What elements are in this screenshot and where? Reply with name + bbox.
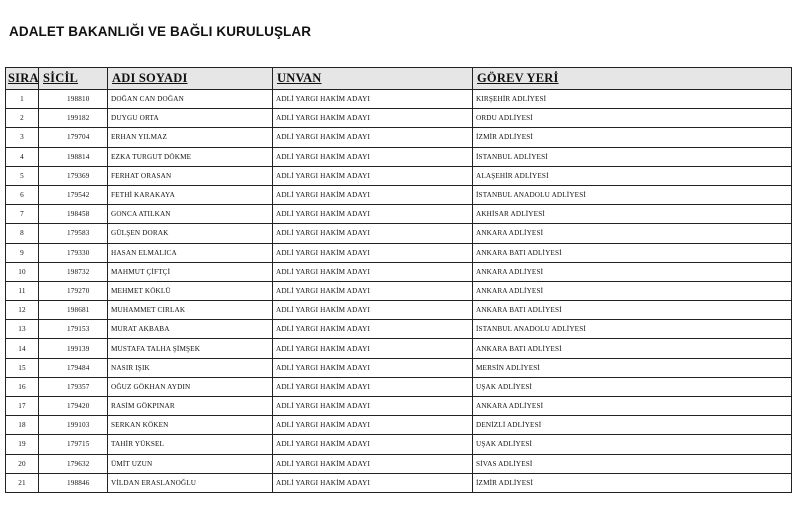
cell-unvan: ADLİ YARGI HAKİM ADAYI <box>273 147 473 166</box>
cell-sira: 2 <box>6 109 39 128</box>
cell-adi-soyadi: MUSTAFA TALHA ŞİMŞEK <box>108 339 273 358</box>
table-row <box>6 147 792 166</box>
cell-sira: 15 <box>6 358 39 377</box>
cell-sicil: 179420 <box>39 397 108 416</box>
table-row <box>6 397 792 416</box>
cell-adi-soyadi: MAHMUT ÇİFTÇİ <box>108 262 273 281</box>
cell-sicil: 199182 <box>39 109 108 128</box>
cell-unvan: ADLİ YARGI HAKİM ADAYI <box>273 339 473 358</box>
cell-gorev-yeri: ANKARA ADLİYESİ <box>473 262 792 281</box>
cell-sicil: 179583 <box>39 224 108 243</box>
cell-unvan: ADLİ YARGI HAKİM ADAYI <box>273 262 473 281</box>
cell-sicil: 198458 <box>39 205 108 224</box>
cell-sira: 3 <box>6 128 39 147</box>
cell-sira: 6 <box>6 185 39 204</box>
cell-sicil: 179330 <box>39 243 108 262</box>
table-row <box>6 301 792 320</box>
cell-sira: 18 <box>6 416 39 435</box>
cell-gorev-yeri: UŞAK ADLİYESİ <box>473 435 792 454</box>
cell-sira: 19 <box>6 435 39 454</box>
cell-sicil: 179357 <box>39 377 108 396</box>
cell-adi-soyadi: DOĞAN CAN DOĞAN <box>108 90 273 109</box>
cell-adi-soyadi: GONCA ATILKAN <box>108 205 273 224</box>
column-header-sicil: SİCİL <box>39 68 108 90</box>
table-row <box>6 416 792 435</box>
cell-unvan: ADLİ YARGI HAKİM ADAYI <box>273 90 473 109</box>
cell-sicil: 198846 <box>39 473 108 492</box>
cell-sira: 1 <box>6 90 39 109</box>
cell-sira: 7 <box>6 205 39 224</box>
table-row <box>6 205 792 224</box>
table-row <box>6 185 792 204</box>
cell-sira: 20 <box>6 454 39 473</box>
cell-unvan: ADLİ YARGI HAKİM ADAYI <box>273 301 473 320</box>
table-row <box>6 281 792 300</box>
cell-unvan: ADLİ YARGI HAKİM ADAYI <box>273 166 473 185</box>
cell-sira: 10 <box>6 262 39 281</box>
cell-gorev-yeri: UŞAK ADLİYESİ <box>473 377 792 396</box>
cell-adi-soyadi: NASIR IŞIK <box>108 358 273 377</box>
cell-sira: 21 <box>6 473 39 492</box>
cell-sicil: 198810 <box>39 90 108 109</box>
cell-unvan: ADLİ YARGI HAKİM ADAYI <box>273 205 473 224</box>
table-row <box>6 435 792 454</box>
cell-sira: 14 <box>6 339 39 358</box>
cell-adi-soyadi: TAHİR YÜKSEL <box>108 435 273 454</box>
column-header-sira: SIRA <box>6 68 39 90</box>
table-row <box>6 377 792 396</box>
cell-sicil: 179632 <box>39 454 108 473</box>
cell-gorev-yeri: MERSİN ADLİYESİ <box>473 358 792 377</box>
assignment-table <box>5 67 792 493</box>
cell-gorev-yeri: ANKARA BATI ADLİYESİ <box>473 301 792 320</box>
table-row <box>6 90 792 109</box>
cell-sira: 4 <box>6 147 39 166</box>
cell-gorev-yeri: SİVAS ADLİYESİ <box>473 454 792 473</box>
table-row <box>6 243 792 262</box>
cell-sira: 13 <box>6 320 39 339</box>
column-header-adi-soyadi: ADI SOYADI <box>108 68 273 90</box>
cell-unvan: ADLİ YARGI HAKİM ADAYI <box>273 224 473 243</box>
cell-adi-soyadi: DUYGU ORTA <box>108 109 273 128</box>
cell-sira: 11 <box>6 281 39 300</box>
column-header-unvan: UNVAN <box>273 68 473 90</box>
table-row <box>6 262 792 281</box>
table-row <box>6 454 792 473</box>
cell-gorev-yeri: İSTANBUL ADLİYESİ <box>473 147 792 166</box>
cell-sicil: 198732 <box>39 262 108 281</box>
cell-sira: 16 <box>6 377 39 396</box>
cell-adi-soyadi: ÜMİT UZUN <box>108 454 273 473</box>
table-row <box>6 224 792 243</box>
table-row <box>6 473 792 492</box>
cell-sicil: 179369 <box>39 166 108 185</box>
table-header-row <box>6 68 792 90</box>
cell-unvan: ADLİ YARGI HAKİM ADAYI <box>273 128 473 147</box>
table-row <box>6 109 792 128</box>
cell-adi-soyadi: FETHİ KARAKAYA <box>108 185 273 204</box>
cell-unvan: ADLİ YARGI HAKİM ADAYI <box>273 109 473 128</box>
table-row <box>6 358 792 377</box>
cell-sicil: 198814 <box>39 147 108 166</box>
cell-gorev-yeri: İZMİR ADLİYESİ <box>473 473 792 492</box>
cell-unvan: ADLİ YARGI HAKİM ADAYI <box>273 416 473 435</box>
cell-sicil: 179484 <box>39 358 108 377</box>
cell-gorev-yeri: DENİZLİ ADLİYESİ <box>473 416 792 435</box>
cell-adi-soyadi: MUHAMMET CIRLAK <box>108 301 273 320</box>
cell-gorev-yeri: ANKARA ADLİYESİ <box>473 224 792 243</box>
cell-adi-soyadi: ERHAN YILMAZ <box>108 128 273 147</box>
cell-gorev-yeri: ANKARA BATI ADLİYESİ <box>473 243 792 262</box>
cell-gorev-yeri: ANKARA BATI ADLİYESİ <box>473 339 792 358</box>
cell-gorev-yeri: İSTANBUL ANADOLU ADLİYESİ <box>473 320 792 339</box>
cell-sicil: 179270 <box>39 281 108 300</box>
cell-sicil: 199103 <box>39 416 108 435</box>
cell-unvan: ADLİ YARGI HAKİM ADAYI <box>273 320 473 339</box>
cell-unvan: ADLİ YARGI HAKİM ADAYI <box>273 243 473 262</box>
table-row <box>6 166 792 185</box>
cell-sicil: 198681 <box>39 301 108 320</box>
cell-gorev-yeri: AKHİSAR ADLİYESİ <box>473 205 792 224</box>
cell-sicil: 199139 <box>39 339 108 358</box>
page-title: ADALET BAKANLIĞI VE BAĞLI KURULUŞLAR <box>9 24 312 39</box>
cell-gorev-yeri: ORDU ADLİYESİ <box>473 109 792 128</box>
cell-gorev-yeri: ANKARA ADLİYESİ <box>473 397 792 416</box>
cell-sicil: 179153 <box>39 320 108 339</box>
cell-unvan: ADLİ YARGI HAKİM ADAYI <box>273 358 473 377</box>
table-body <box>6 90 792 493</box>
table-row <box>6 339 792 358</box>
cell-adi-soyadi: MEHMET KÖKLÜ <box>108 281 273 300</box>
cell-adi-soyadi: EZKA TURGUT DÖKME <box>108 147 273 166</box>
cell-sira: 5 <box>6 166 39 185</box>
cell-adi-soyadi: SERKAN KÖKEN <box>108 416 273 435</box>
cell-unvan: ADLİ YARGI HAKİM ADAYI <box>273 377 473 396</box>
cell-adi-soyadi: VİLDAN ERASLANOĞLU <box>108 473 273 492</box>
cell-sira: 8 <box>6 224 39 243</box>
cell-gorev-yeri: ALAŞEHİR ADLİYESİ <box>473 166 792 185</box>
cell-unvan: ADLİ YARGI HAKİM ADAYI <box>273 435 473 454</box>
cell-unvan: ADLİ YARGI HAKİM ADAYI <box>273 397 473 416</box>
column-header-gorev-yeri: GÖREV YERİ <box>473 68 792 90</box>
cell-gorev-yeri: ANKARA ADLİYESİ <box>473 281 792 300</box>
cell-sira: 17 <box>6 397 39 416</box>
cell-adi-soyadi: FERHAT ORASAN <box>108 166 273 185</box>
cell-unvan: ADLİ YARGI HAKİM ADAYI <box>273 454 473 473</box>
cell-unvan: ADLİ YARGI HAKİM ADAYI <box>273 281 473 300</box>
cell-adi-soyadi: HASAN ELMALICA <box>108 243 273 262</box>
cell-sicil: 179715 <box>39 435 108 454</box>
cell-sira: 12 <box>6 301 39 320</box>
cell-gorev-yeri: İSTANBUL ANADOLU ADLİYESİ <box>473 185 792 204</box>
cell-sicil: 179704 <box>39 128 108 147</box>
cell-adi-soyadi: MURAT AKBABA <box>108 320 273 339</box>
cell-gorev-yeri: İZMİR ADLİYESİ <box>473 128 792 147</box>
cell-adi-soyadi: GÜLŞEN DORAK <box>108 224 273 243</box>
cell-gorev-yeri: KIRŞEHİR ADLİYESİ <box>473 90 792 109</box>
cell-adi-soyadi: RASİM GÖKPINAR <box>108 397 273 416</box>
cell-sira: 9 <box>6 243 39 262</box>
cell-sicil: 179542 <box>39 185 108 204</box>
cell-unvan: ADLİ YARGI HAKİM ADAYI <box>273 185 473 204</box>
table-row <box>6 320 792 339</box>
cell-unvan: ADLİ YARGI HAKİM ADAYI <box>273 473 473 492</box>
cell-adi-soyadi: OĞUZ GÖKHAN AYDIN <box>108 377 273 396</box>
table-row <box>6 128 792 147</box>
